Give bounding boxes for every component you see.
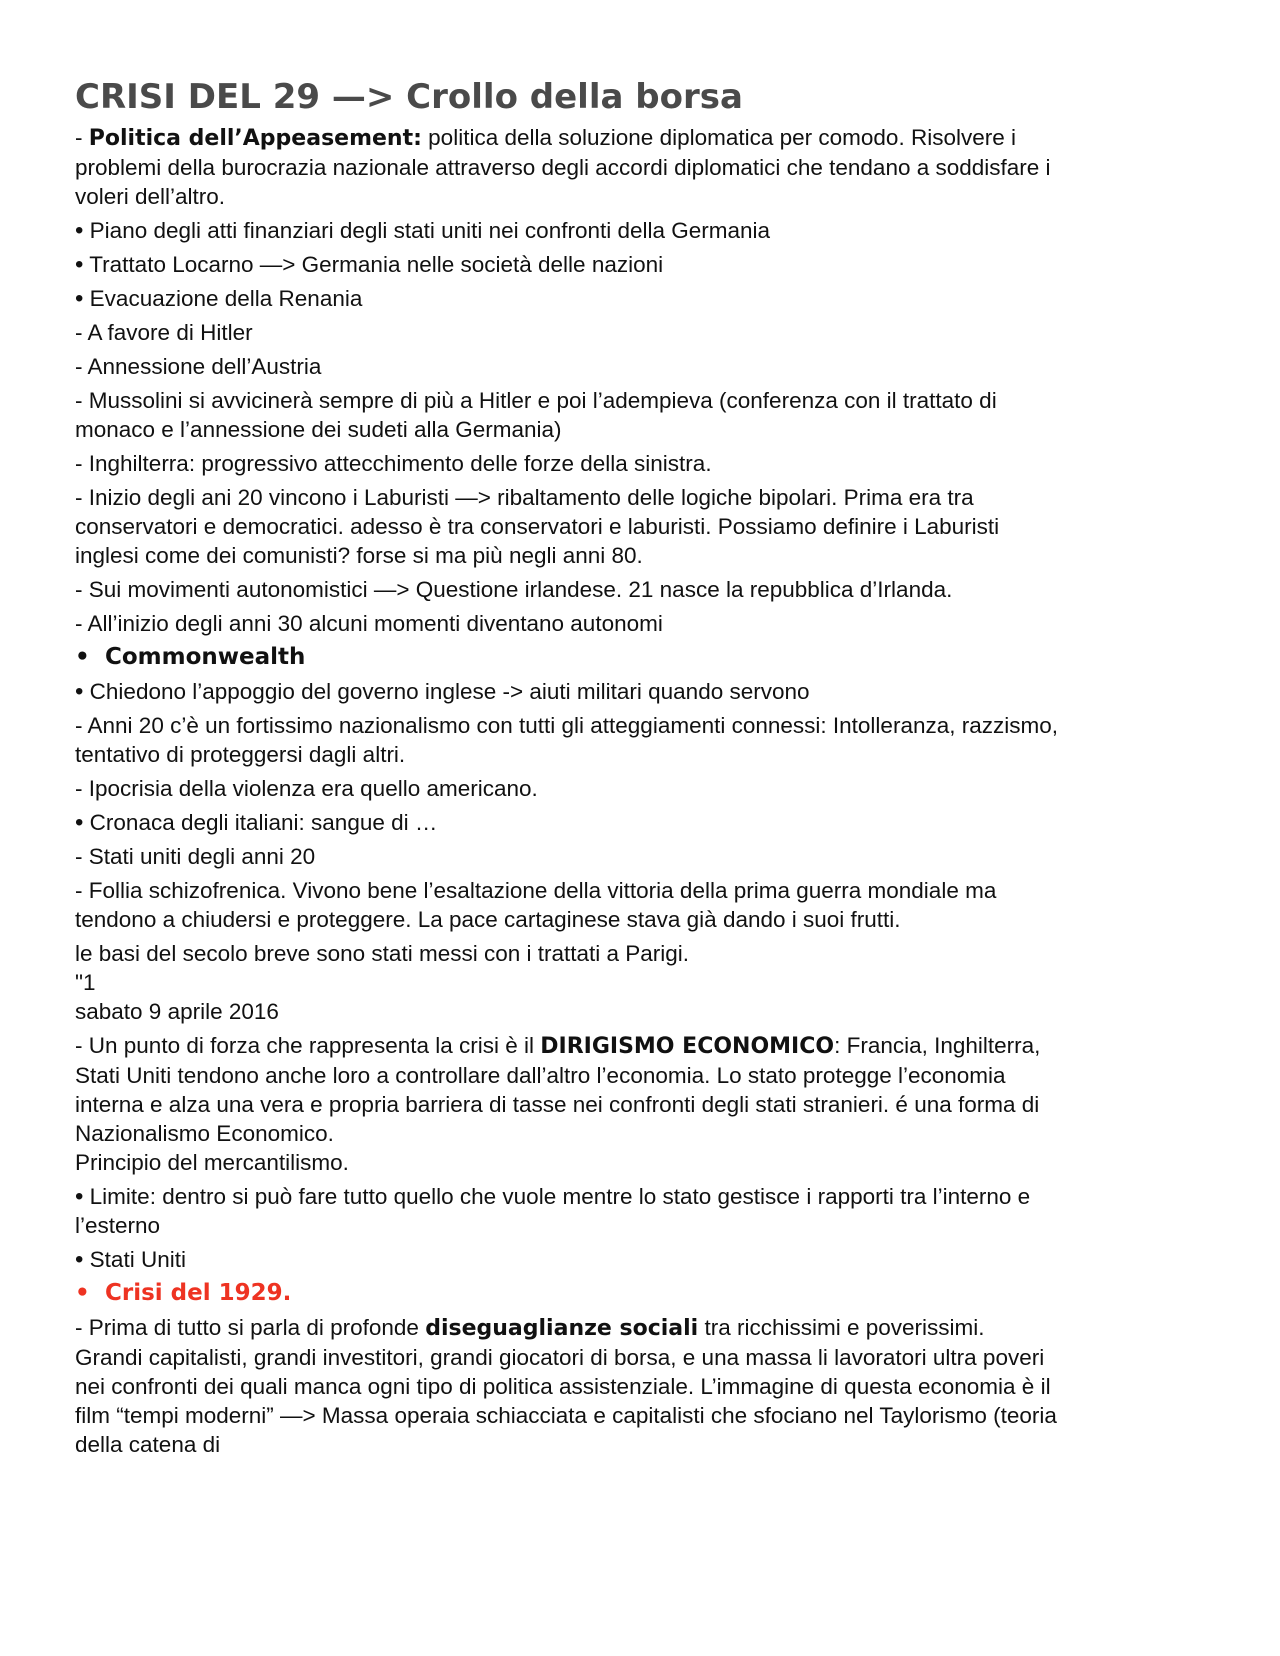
list-item xyxy=(75,711,1065,769)
list-item xyxy=(75,575,1065,604)
list-item xyxy=(75,483,1065,570)
list-item xyxy=(75,609,1065,638)
list-item xyxy=(75,774,1065,803)
plain-line-1: le basi del secolo breve sono stati messi con i trattati a Parigi. xyxy=(75,941,690,966)
appeasement-paragraph xyxy=(75,123,1065,211)
list-item-text: Cronaca degli italiani: sangue di … xyxy=(89,810,438,835)
dash-marker: - xyxy=(75,844,83,869)
list-item xyxy=(75,284,1065,313)
list-item-text: Evacuazione della Renania xyxy=(89,286,363,311)
list-item-text: Sui movimenti autonomistici —> Questione irlandese. 21 nasce la repubblica d’Irlanda. xyxy=(88,577,953,602)
list-item xyxy=(75,808,1065,837)
list-item xyxy=(75,876,1065,934)
list-item-text: Ipocrisia della violenza era quello americano. xyxy=(88,776,538,801)
list-item xyxy=(75,386,1065,444)
bullet-marker: • xyxy=(75,678,84,705)
list-item-text: Mussolini si avvicinerà sempre di più a Hitler e poi l’adempieva (conferenza con il trattato di monaco e l’annessione dei sudeti alla Germania) xyxy=(75,388,997,442)
disuguaglianze-after: tra ricchissimi e poverissimi. xyxy=(698,1315,985,1340)
crisi-1929-text: Crisi del 1929. xyxy=(105,1280,292,1306)
bullet-marker: • xyxy=(75,809,84,836)
list-section-3 xyxy=(75,1182,1065,1274)
dash-marker: - xyxy=(75,320,83,345)
page-marker: "1 xyxy=(75,970,96,995)
appeasement-label: Politica dell’Appeasement: xyxy=(88,126,422,151)
bullet-marker: • xyxy=(75,285,84,312)
list-item xyxy=(75,318,1065,347)
plain-line-3: Grandi capitalisti, grandi investitori, grandi giocatori di borsa, e una massa li lavoratori ultra poveri nei confronti dei quali manca ogni tipo di politica assistenziale. L’immagine di questa economia è il film “tempi moderni” —> Massa operaia schiacciata e capitalisti che sfociano nel Taylorismo (teoria della catena di xyxy=(75,1345,1057,1457)
dash-marker: - xyxy=(75,451,83,476)
dash-marker: - xyxy=(75,125,89,150)
dash-marker: - xyxy=(75,1033,83,1058)
commonwealth-heading xyxy=(75,643,1065,672)
list-item xyxy=(75,677,1065,706)
dirigismo-after: : Francia, Inghilterra, Stati Uniti tendono anche loro a controllare dall’altro l’economia. Lo stato protegge l’economia interna e alza una vera e propria barriera di tasse nei confronti degli stati stranieri. é una forma di Nazionalismo Economico. xyxy=(75,1033,1041,1146)
list-section-2 xyxy=(75,677,1065,934)
disuguaglianze-before: Prima di tutto si parla di profonde xyxy=(88,1315,426,1340)
list-item xyxy=(75,449,1065,478)
commonwealth-text: Commonwealth xyxy=(105,644,306,670)
list-item-text: A favore di Hitler xyxy=(87,320,253,345)
list-item-text: Anni 20 c’è un fortissimo nazionalismo con tutti gli atteggiamenti connessi: Intolleranza, razzismo, tentativo di proteggersi dagli altri. xyxy=(75,713,1058,767)
dash-marker: - xyxy=(75,611,83,636)
dirigismo-bold: DIRIGISMO ECONOMICO xyxy=(540,1034,835,1059)
list-item xyxy=(75,250,1065,279)
list-item xyxy=(75,842,1065,871)
dash-marker: - xyxy=(75,776,83,801)
bullet-marker: • xyxy=(75,1183,84,1210)
plain-line-2: Principio del mercantilismo. xyxy=(75,1150,349,1175)
list-item xyxy=(75,216,1065,245)
list-item-text: Inizio degli ani 20 vincono i Laburisti —> ribaltamento delle logiche bipolari. Prima era tra conservatori e democratici. adesso è tra conservatori e laburisti. Possiamo definire i Laburisti inglesi come dei comunisti? forse si ma più negli anni 80. xyxy=(75,485,1000,568)
list-item xyxy=(75,1182,1065,1240)
list-item-text: Annessione dell’Austria xyxy=(87,354,322,379)
list-item-text: Limite: dentro si può fare tutto quello che vuole mentre lo stato gestisce i rapporti tra l’interno e l’esterno xyxy=(75,1184,1031,1238)
dash-marker: - xyxy=(75,713,83,738)
bullet-marker: • xyxy=(75,1246,84,1273)
list-item-text: All’inizio degli anni 30 alcuni momenti diventano autonomi xyxy=(87,611,663,636)
dirigismo-before: Un punto di forza che rappresenta la crisi è il xyxy=(88,1033,541,1058)
document-body xyxy=(75,72,1065,1464)
appeasement-text: politica della soluzione diplomatica per comodo. Risolvere i problemi della burocrazia nazionale attraverso degli accordi diplomatici che tendano a soddisfare i voleri dell’altro. xyxy=(75,125,1051,209)
list-item-text: Stati uniti degli anni 20 xyxy=(88,844,316,869)
dirigismo-paragraph xyxy=(75,1031,1065,1148)
list-item-text: Chiedono l’appoggio del governo inglese -> aiuti militari quando servono xyxy=(89,679,810,704)
dash-marker: - xyxy=(75,1315,83,1340)
list-item-text: Trattato Locarno —> Germania nelle società delle nazioni xyxy=(89,252,664,277)
list-item-text: Follia schizofrenica. Vivono bene l’esaltazione della vittoria della prima guerra mondiale ma tendono a chiudersi e proteggere. La pace cartaginese stava già dando i suoi frutti. xyxy=(75,878,997,932)
list-item xyxy=(75,352,1065,381)
list-item xyxy=(75,1245,1065,1274)
disuguaglianze-paragraph xyxy=(75,1313,1065,1343)
crisi-1929-heading xyxy=(75,1279,1065,1308)
dash-marker: - xyxy=(75,485,83,510)
date-line: sabato 9 aprile 2016 xyxy=(75,999,279,1024)
page-title: CRISI DEL 29 —> Crollo della borsa xyxy=(75,77,743,117)
dash-marker: - xyxy=(75,388,83,413)
bullet-marker: • xyxy=(75,644,90,670)
list-section-1 xyxy=(75,216,1065,638)
bullet-marker: • xyxy=(75,217,84,244)
dash-marker: - xyxy=(75,878,83,903)
bullet-marker: • xyxy=(75,251,84,278)
list-item-text: Stati Uniti xyxy=(89,1247,186,1272)
list-item-text: Piano degli atti finanziari degli stati uniti nei confronti della Germania xyxy=(89,218,771,243)
bullet-marker: • xyxy=(75,1280,90,1306)
disuguaglianze-bold: diseguaglianze sociali xyxy=(425,1316,699,1341)
dash-marker: - xyxy=(75,354,83,379)
list-item-text: Inghilterra: progressivo attecchimento delle forze della sinistra. xyxy=(88,451,712,476)
dash-marker: - xyxy=(75,577,83,602)
